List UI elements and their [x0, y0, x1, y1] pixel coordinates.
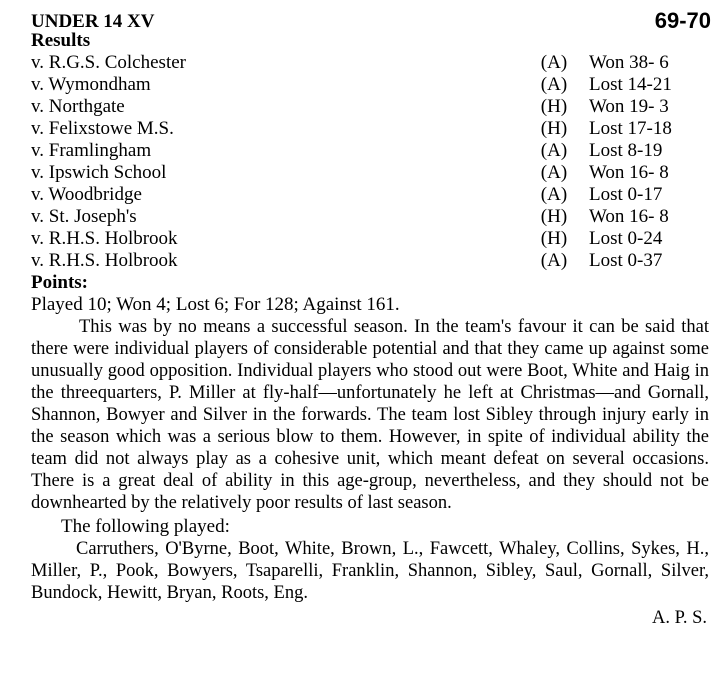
opponent: v. Northgate: [31, 96, 125, 117]
venue: (H): [540, 206, 568, 227]
opponent: v. Wymondham: [31, 74, 151, 95]
venue: (A): [540, 162, 568, 183]
score: Won 16- 8: [589, 206, 669, 227]
header: [31, 8, 711, 33]
score: Won 16- 8: [589, 162, 669, 183]
opponent: v. Ipswich School: [31, 162, 167, 183]
score: Lost 17-18: [589, 118, 672, 139]
venue: (H): [540, 228, 568, 249]
season-report: This was by no means a successful season. In the team's favour it can be said that there were individual players of considerable potential and that they came up against some unusually good opposition. Individual players who stood out were Boot, White and Haig in the threequarters, P. Miller at fly-half—unfortunately he left at Christmas—and Gornall, Shannon, Bowyer and Silver in the forwards. The team lost Sibley through injury early in the season which was a serious blow to them. However, in spite of individual ability the team did not always play as a cohesive unit, which meant defeat on several occasions. There is a great deal of ability in this age-group, nevertheless, and they should not be downhearted by the relatively poor results of last season.: [31, 317, 709, 513]
result-row: [31, 250, 711, 272]
played-heading: The following played:: [61, 516, 230, 537]
opponent: v. R.G.S. Colchester: [31, 52, 186, 73]
venue: (H): [540, 96, 568, 117]
result-row: [31, 118, 711, 140]
points-heading: Points:: [31, 272, 88, 293]
venue: (H): [540, 118, 568, 139]
season-label: 69-70: [654, 8, 711, 33]
result-row: [31, 206, 711, 228]
result-row: [31, 74, 711, 96]
score: Won 38- 6: [589, 52, 669, 73]
result-row: [31, 96, 711, 118]
opponent: v. R.H.S. Holbrook: [31, 250, 178, 271]
score: Lost 0-24: [589, 228, 663, 249]
opponent: v. Felixstowe M.S.: [31, 118, 174, 139]
venue: (A): [540, 52, 568, 73]
opponent: v. St. Joseph's: [31, 206, 137, 227]
results-list: [31, 52, 711, 272]
venue: (A): [540, 184, 568, 205]
report-page: [31, 8, 711, 629]
venue: (A): [540, 250, 568, 271]
opponent: v. Woodbridge: [31, 184, 142, 205]
result-row: [31, 162, 711, 184]
venue: (A): [540, 140, 568, 161]
result-row: [31, 184, 711, 206]
points-summary: Played 10; Won 4; Lost 6; For 128; Against 161.: [31, 294, 400, 315]
result-row: [31, 228, 711, 250]
venue: (A): [540, 74, 568, 95]
opponent: v. R.H.S. Holbrook: [31, 228, 178, 249]
score: Won 19- 3: [589, 96, 669, 117]
signature: A. P. S.: [651, 608, 707, 628]
score: Lost 8-19: [589, 140, 663, 161]
players-list: Carruthers, O'Byrne, Boot, White, Brown, L., Fawcett, Whaley, Collins, Sykes, H., Miller, P., Pook, Bowyers, Tsaparelli, Franklin, Shannon, Sibley, Saul, Gornall, Silver, Bundock, Hewitt, Bryan, Roots, Eng.: [31, 539, 709, 603]
opponent: v. Framlingham: [31, 140, 152, 161]
team-title: UNDER 14 XV: [31, 11, 155, 32]
result-row: [31, 52, 711, 74]
result-row: [31, 140, 711, 162]
results-heading: Results: [31, 30, 91, 51]
score: Lost 0-37: [589, 250, 663, 271]
score: Lost 14-21: [589, 74, 672, 95]
score: Lost 0-17: [589, 184, 663, 205]
